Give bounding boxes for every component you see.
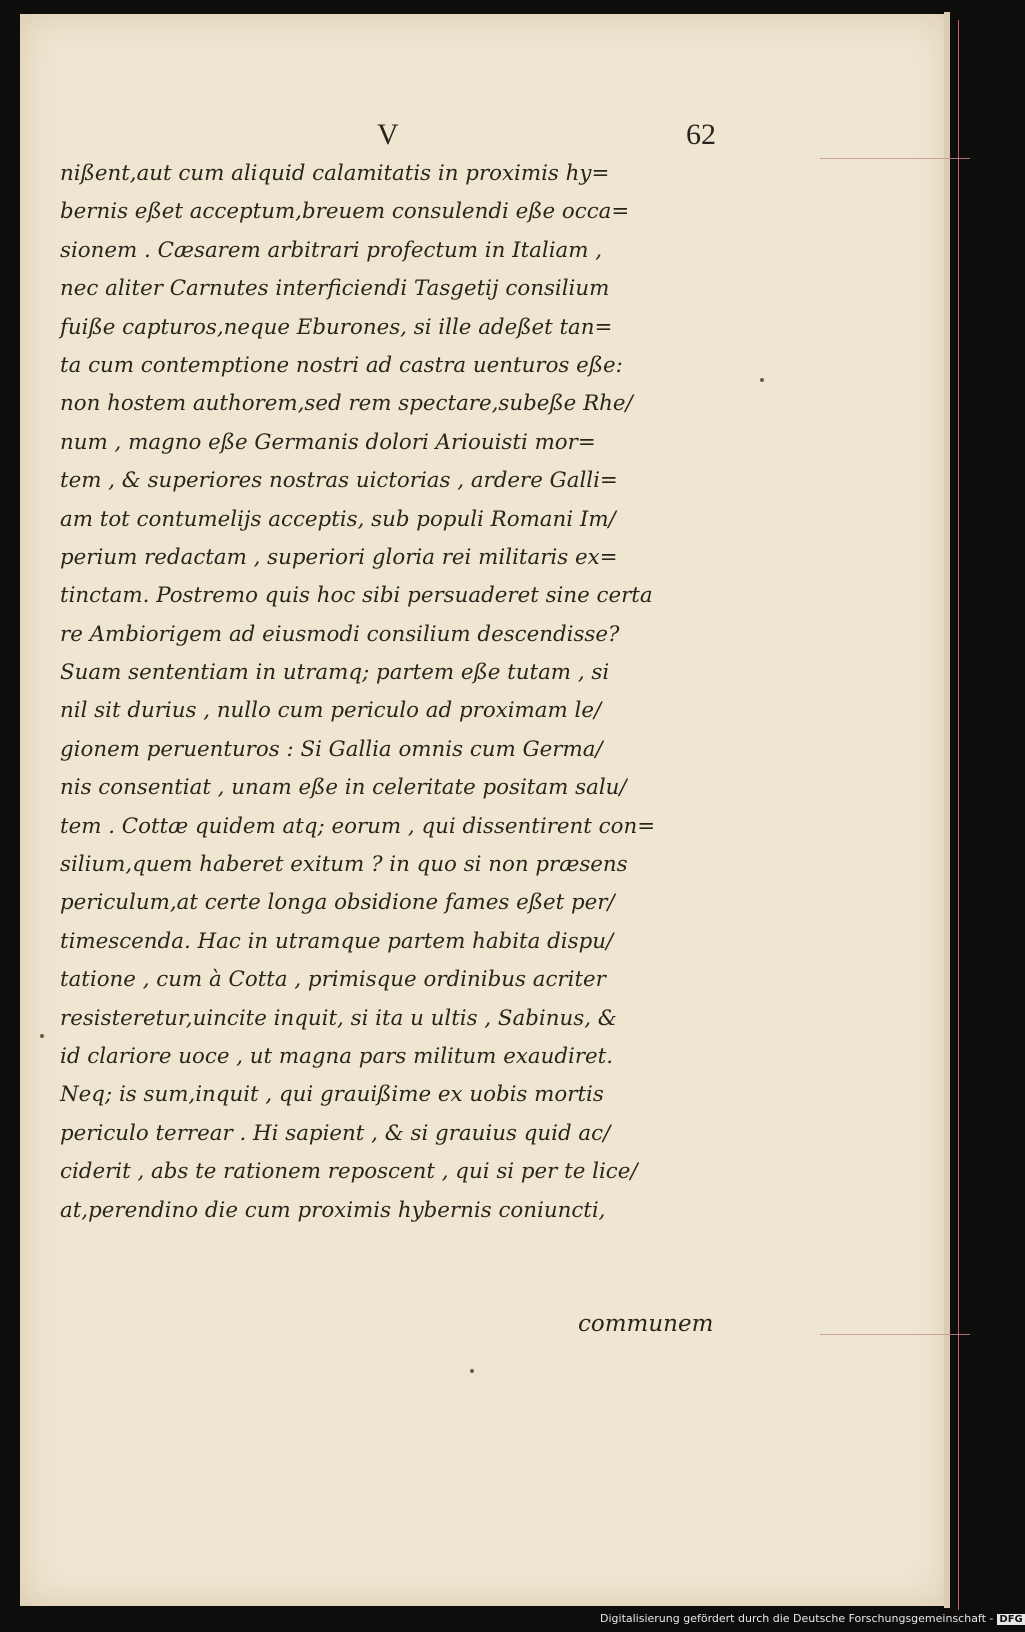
text-line: tem . Cottæ quidem atq; eorum , qui dissentirent con= <box>60 813 656 839</box>
text-line: timescenda. Hac in utramque partem habita dispu/ <box>60 928 614 954</box>
text-line: ta cum contemptione nostri ad castra uenturos eße: <box>60 352 623 378</box>
page-edge <box>944 12 950 1608</box>
text-line: tem , & superiores nostras uictorias , ardere Galli= <box>60 468 618 494</box>
catchword: communem <box>578 1311 714 1337</box>
text-line: tatione , cum à Cotta , primisque ordinibus acriter <box>60 967 606 993</box>
text-line: bernis eßet acceptum,breuem consulendi eße occa= <box>60 199 630 225</box>
dfg-logo: DFG <box>999 1614 1023 1625</box>
digitization-footer <box>600 1612 1025 1625</box>
text-line: ciderit , abs te rationem reposcent , qui si per te lice/ <box>60 1159 638 1185</box>
text-line: Neq; is sum,inquit , qui grauißime ex uobis mortis <box>60 1082 604 1108</box>
text-line: fuiße capturos,neque Eburones, si ille adeßet tan= <box>60 314 613 340</box>
text-line: periculum,at certe longa obsidione fames eßet per/ <box>60 890 615 916</box>
margin-rule-top <box>820 158 970 159</box>
text-line: nil sit durius , nullo cum periculo ad proximam le/ <box>60 698 602 724</box>
ink-dot <box>470 1369 474 1373</box>
signature-mark: V <box>377 118 399 151</box>
page-number: 62 <box>686 118 716 151</box>
ink-dot <box>760 378 764 382</box>
text-line: silium,quem haberet exitum ? in quo si non præsens <box>60 852 628 878</box>
text-line: perium redactam , superiori gloria rei militaris ex= <box>60 544 618 570</box>
ink-dot <box>40 1034 44 1038</box>
text-line: num , magno eße Germanis dolori Ariouisti mor= <box>60 429 596 455</box>
text-line: tinctam. Postremo quis hoc sibi persuaderet sine certa <box>60 583 653 609</box>
text-line: gionem peruenturos : Si Gallia omnis cum Germa/ <box>60 736 603 762</box>
text-line: non hostem authorem,sed rem spectare,subeße Rhe/ <box>60 391 633 417</box>
footer-text: Digitalisierung gefördert durch die Deutsche Forschungsgemeinschaft - <box>600 1612 994 1625</box>
text-line: nec aliter Carnutes interficiendi Tasgetij consilium <box>60 276 610 302</box>
text-line: am tot contumelijs acceptis, sub populi Romani Im/ <box>60 506 616 532</box>
text-line: Suam sententiam in utramq; partem eße tutam , si <box>60 660 610 686</box>
margin-rule-vertical <box>958 20 959 1610</box>
text-line: id clariore uoce , ut magna pars militum exaudiret. <box>60 1043 614 1069</box>
text-line: nis consentiat , unam eße in celeritate positam salu/ <box>60 775 627 801</box>
text-line: resisteretur,uincite inquit, si ita u ultis , Sabinus, & <box>60 1005 617 1031</box>
text-line: nißent,aut cum aliquid calamitatis in proximis hy= <box>60 161 610 186</box>
text-line: sionem . Cæsarem arbitrari profectum in Italiam , <box>60 237 603 263</box>
text-line: re Ambiorigem ad eiusmodi consilium descendisse? <box>60 621 620 647</box>
text-line: periculo terrear . Hi sapient , & si grauius quid ac/ <box>60 1120 611 1146</box>
body-text <box>60 155 760 1230</box>
margin-rule-bottom <box>820 1334 970 1335</box>
text-line: at,perendino die cum proximis hybernis coniuncti, <box>60 1197 606 1223</box>
